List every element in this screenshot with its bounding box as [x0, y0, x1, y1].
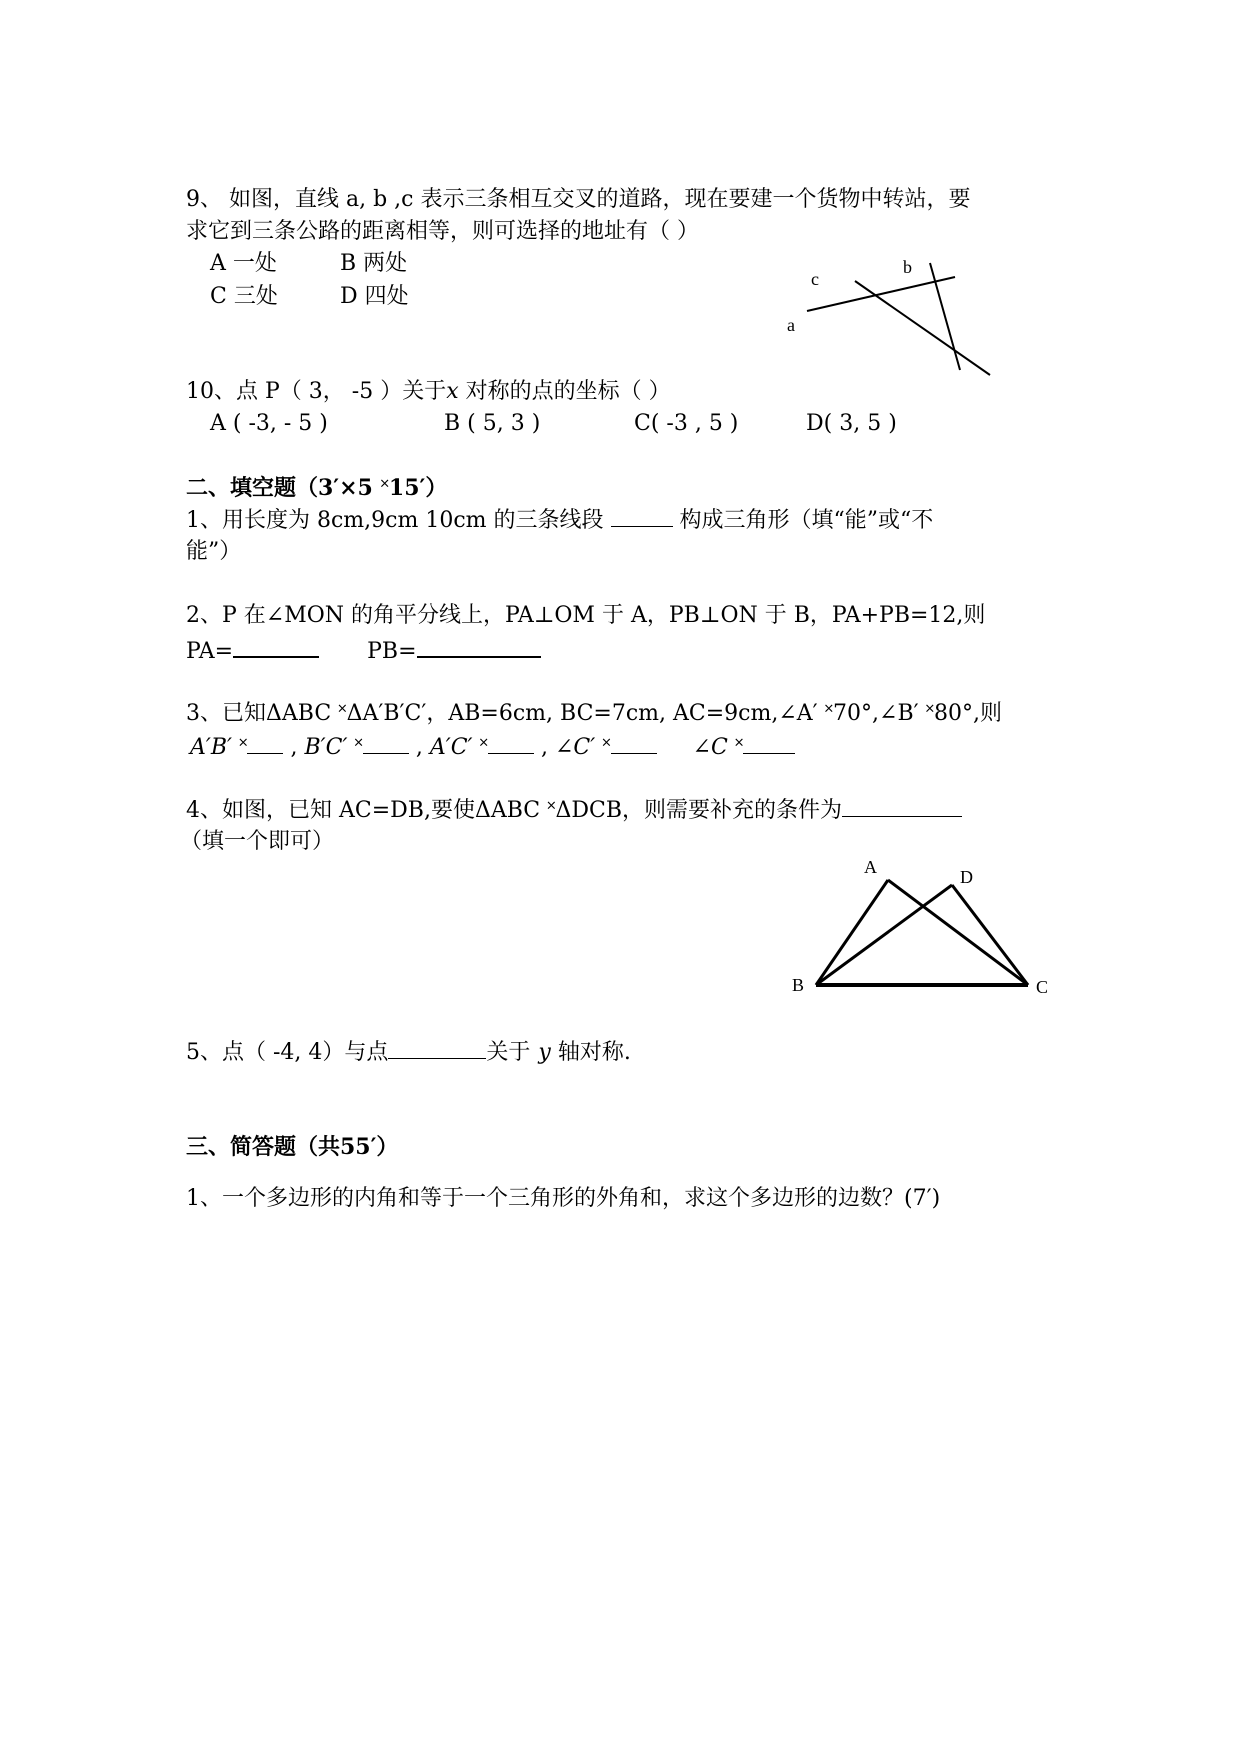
q10-stem-pre: 10、点 P（ 3， -5 ）关于: [186, 379, 447, 404]
fill-2-pb-blank[interactable]: [417, 634, 541, 658]
fill-4-label-d: D: [960, 867, 973, 887]
fill-3-item-cprime: ∠C′ ˟: [554, 735, 611, 760]
fill-3-blank-cprime[interactable]: [611, 731, 657, 754]
fill-3-item-c: ∠C ˟: [692, 735, 744, 760]
section-2-title: 二、填空题（3′×5 ˟15′）: [186, 475, 448, 501]
q9-option-b: B 两处: [340, 251, 408, 276]
fill-5-mid: 关于: [486, 1040, 531, 1065]
fill-2-pa-label: PA=: [186, 639, 234, 664]
fill-3-item-ab: A′B′ ˟: [190, 735, 248, 760]
q10-option-d: D( 3, 5 ): [806, 411, 897, 436]
fill-4-label-b: B: [792, 975, 805, 995]
fill-3-item-ac: A′C′ ˟: [429, 735, 488, 760]
fill-3-blank-ab[interactable]: [247, 731, 283, 754]
fill-4-label-a: A: [864, 857, 877, 877]
q9-label-a: a: [787, 315, 795, 335]
fill-4-line1: [186, 794, 962, 827]
fill-4-line2: （填一个即可）: [180, 829, 335, 854]
q10-option-c: C( -3 , 5 ): [634, 411, 739, 436]
fill-1-blank[interactable]: [611, 504, 673, 527]
fill-2-pb-label: PB=: [367, 639, 417, 664]
fill-1-pre: 1、用长度为 8cm,9cm 10cm 的三条线段: [186, 508, 611, 533]
fill-5-var: y: [538, 1040, 551, 1065]
fill-5-line: [186, 1036, 631, 1069]
fill-5-post: 轴对称.: [550, 1040, 631, 1065]
short-answer-1: 1、一个多边形的内角和等于一个三角形的外角和，求这个多边形的边数？(7′): [186, 1186, 941, 1211]
fill-1-line1: [186, 504, 933, 537]
fill-4-text: 4、如图，已知 AC=DB,要使ΔABC ˟ΔDCB，则需要补充的条件为: [186, 798, 843, 823]
fill-3-line2: [190, 731, 795, 764]
q10-stem-var: x: [446, 379, 459, 404]
q9-line1: 9、 如图，直线 a, b ,c 表示三条相互交叉的道路，现在要建一个货物中转站，要: [186, 187, 971, 212]
fill-4-label-c: C: [1036, 977, 1049, 997]
fill-3-blank-bc[interactable]: [363, 731, 409, 754]
fill-3-sep: ,: [540, 735, 548, 760]
q9-roads-figure: [775, 245, 1005, 385]
section-3-title: 三、简答题（共55′）: [186, 1134, 399, 1160]
q9-line2: 求它到三条公路的距离相等，则可选择的地址有（ ）: [186, 219, 699, 244]
q9-label-b: b: [903, 257, 912, 277]
fill-3-sep: ,: [415, 735, 423, 760]
q10-stem: [186, 376, 671, 408]
q9-option-c: C 三处: [210, 284, 278, 309]
q10-stem-post: 对称的点的坐标（ ）: [458, 379, 671, 404]
q10-option-b: B ( 5, 3 ): [444, 411, 541, 436]
q9-option-d: D 四处: [340, 284, 409, 309]
fill-1-line2: 能”）: [186, 539, 242, 564]
fill-2-line1: 2、P 在∠MON 的角平分线上，PA⊥OM 于 A，PB⊥ON 于 B，PA+PB=12,则: [186, 603, 986, 628]
fill-2-line2: [186, 634, 541, 668]
q9-label-c: c: [811, 269, 819, 289]
q10-option-a: A ( -3, - 5 ): [210, 411, 328, 436]
fill-2-pa-blank[interactable]: [233, 634, 319, 658]
q9-option-a: A 一处: [210, 251, 277, 276]
fill-3-line1: 3、已知ΔABC ˟ΔA′B′C′，AB=6cm, BC=7cm, AC=9cm,∠A′ ˟70°,∠B′ ˟80°,则: [186, 701, 1002, 726]
fill-3-item-bc: B′C′ ˟: [304, 735, 363, 760]
fill-3-blank-c[interactable]: [743, 731, 795, 754]
fill-3-blank-ac[interactable]: [488, 731, 534, 754]
fill-4-blank[interactable]: [842, 794, 962, 817]
fill-3-sep: ,: [290, 735, 298, 760]
fill-4-triangle-figure: [780, 855, 1060, 1005]
fill-1-post: 构成三角形（填“能”或“不: [672, 508, 934, 533]
fill-5-pre: 5、点（ -4, 4）与点: [186, 1040, 389, 1065]
fill-5-blank[interactable]: [388, 1036, 486, 1059]
